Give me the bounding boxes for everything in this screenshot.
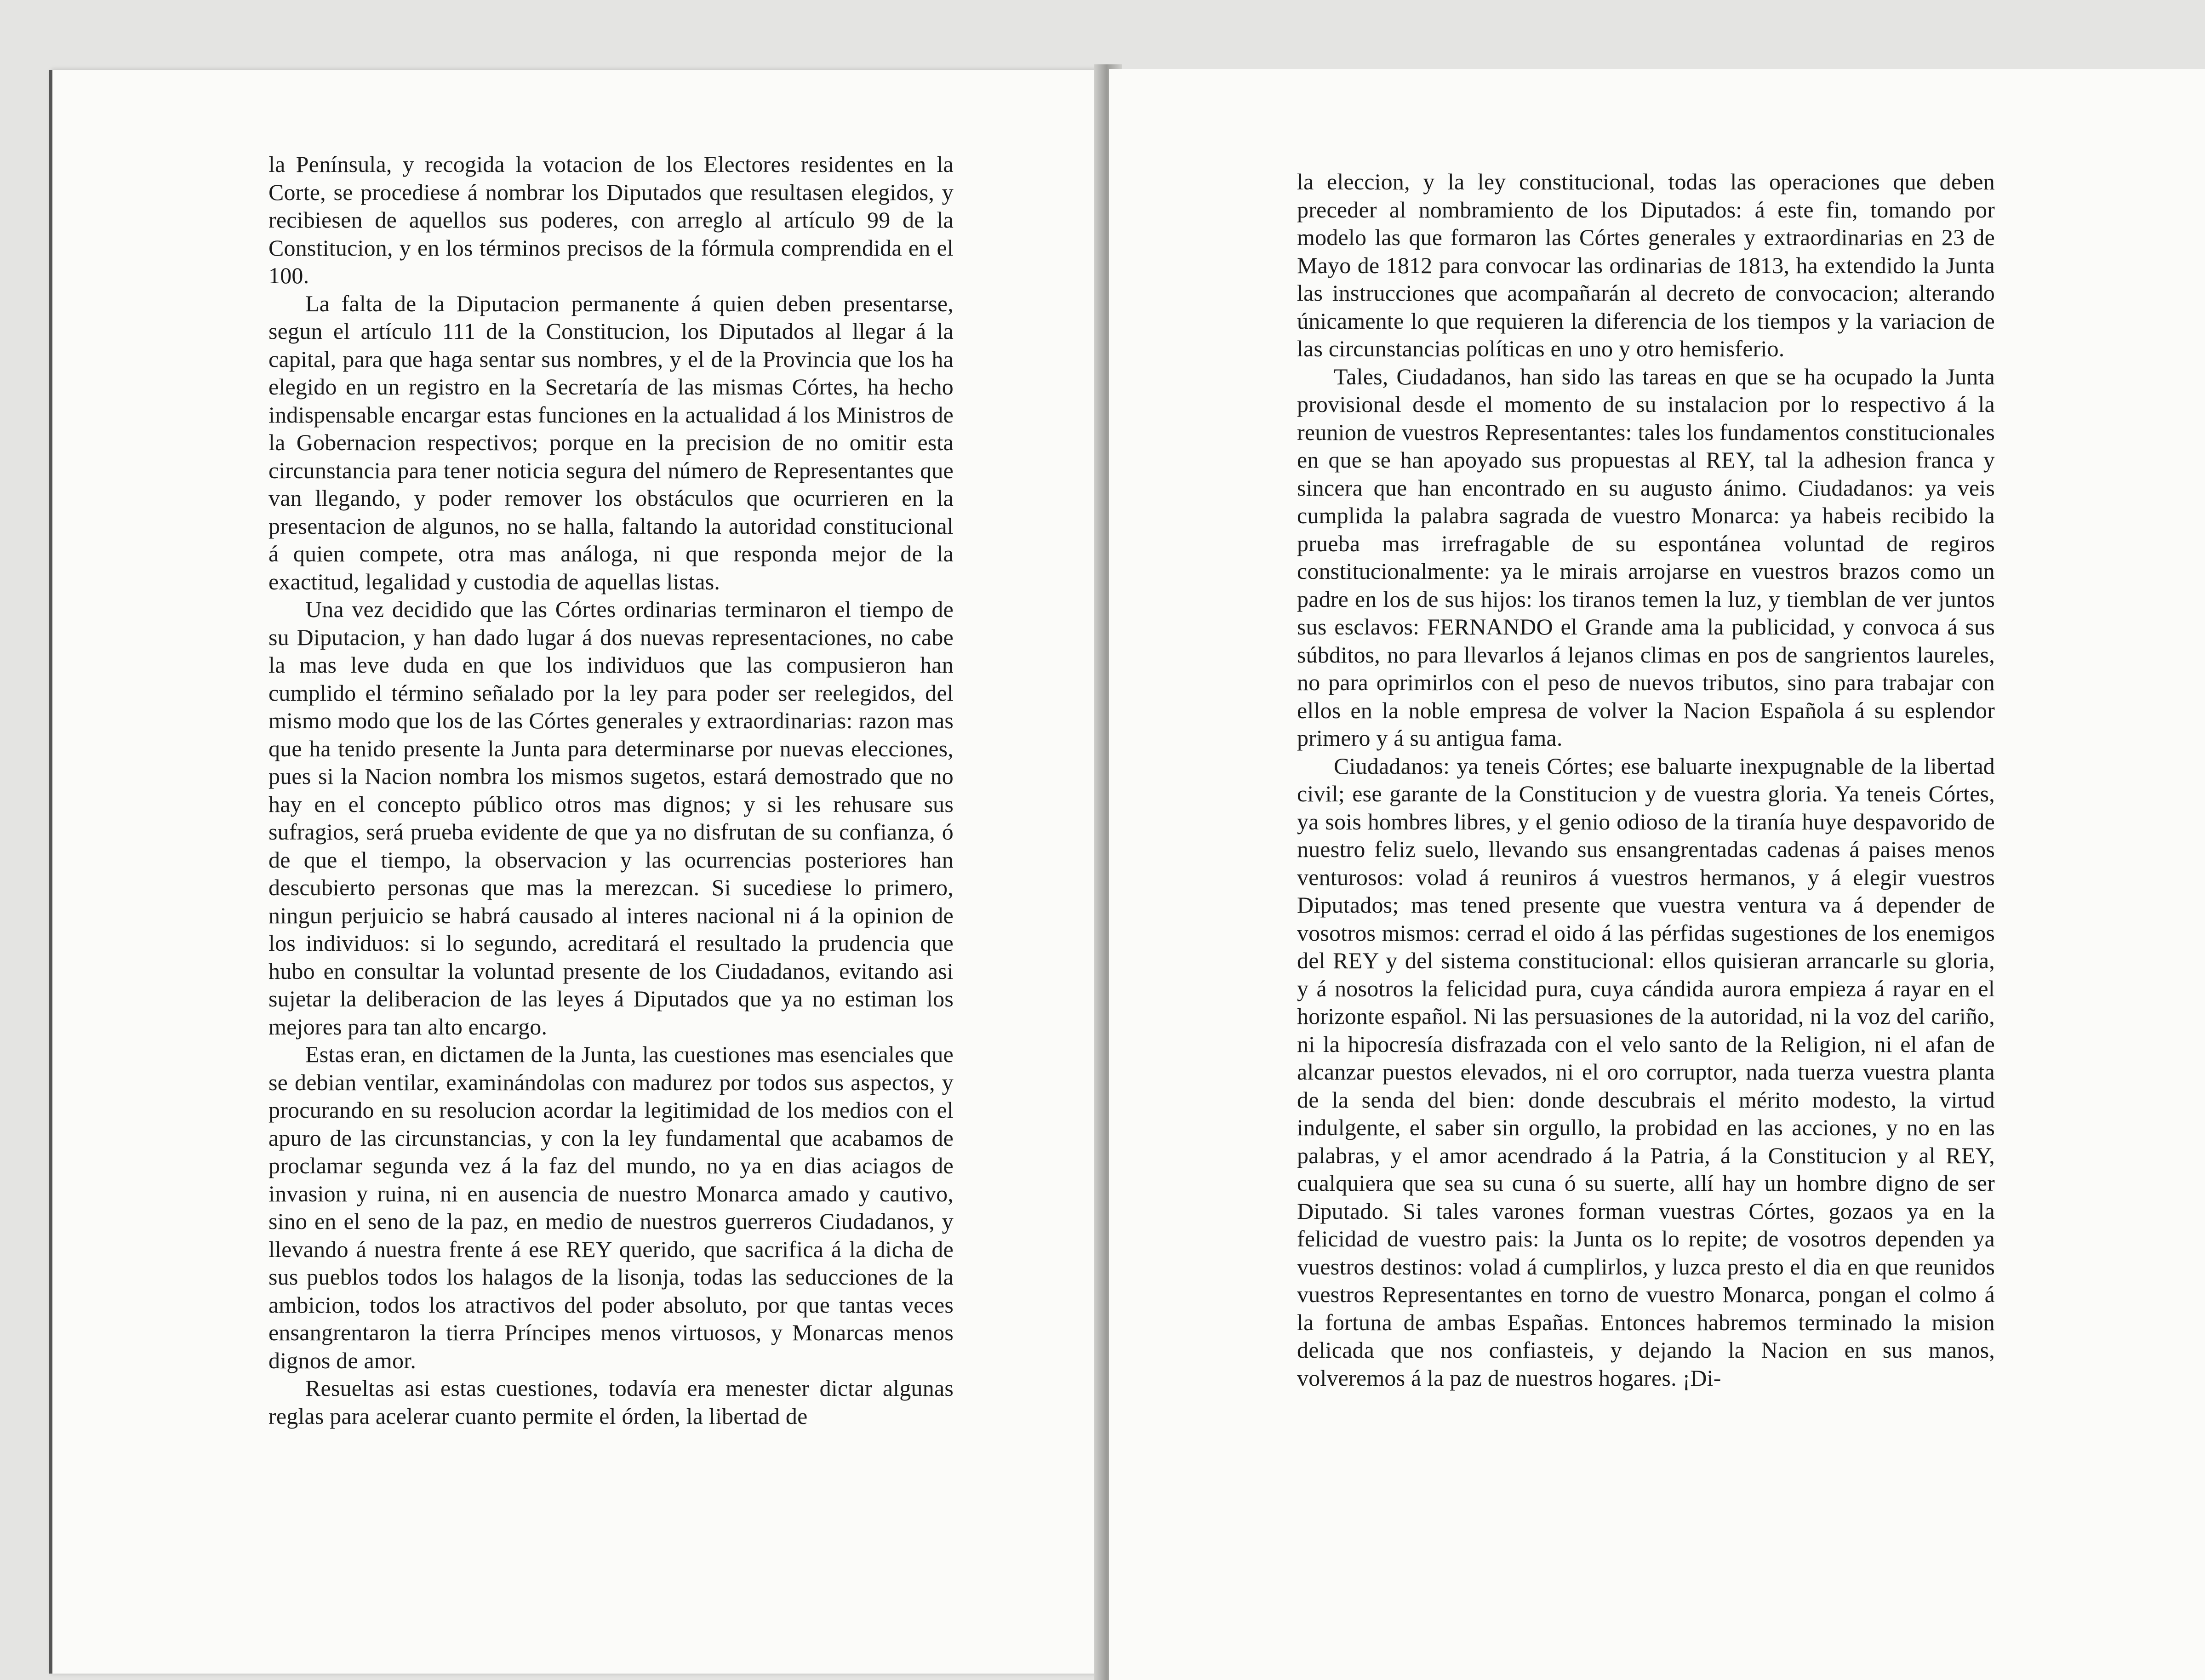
right-page — [1109, 69, 2205, 1680]
paragraph: la Península, y recogida la votacion de los Electores residentes en la Corte, se procediese á nombrar los Diputados que resultasen elegidos, y recibiesen de aquellos sus poderes, con arreglo al artículo 99 de la Constitucion, y en los términos precisos de la fórmula comprendida en el 100. — [268, 151, 954, 288]
paragraph: Una vez decidido que las Córtes ordinarias terminaron el tiempo de su Diputacion, y han dado lugar á dos nuevas representaciones, no cabe la mas leve duda en que los individuos que las compusieron han cumplido el término señalado por la ley para poder ser reelegidos, del mismo modo que los de las Córtes generales y extraordinarias: razon mas que ha tenido presente la Junta para determinarse por nuevas elecciones, pues si la Nacion nombra los mismos sugetos, estará demostrado que no hay en el concepto público otros mas dignos; y si les rehusare sus sufragios, será prueba evidente de que ya no disfrutan de su confianza, ó de que el tiempo, la observacion y las ocurrencias posteriores han descubierto personas que mas la merezcan. Si sucediese lo primero, ningun perjuicio se habrá causado al interes nacional ni á la opinion de los individuos: si lo segundo, acreditará el resultado la prudencia que hubo en consultar la voluntad presente de los Ciudadanos, evitando asi sujetar la deliberacion de las leyes á Diputados que ya no estiman los mejores para tan alto encargo. — [268, 596, 954, 1040]
paragraph: Estas eran, en dictamen de la Junta, las cuestiones mas esenciales que se debian ventilar, examinándolas con madurez por todos sus aspectos, y procurando en su resolucion acordar la legitimidad de los medios con el apuro de las circunstancias, y con la ley fundamental que acabamos de proclamar segunda vez á la faz del mundo, no ya en dias aciagos de invasion y ruina, ni en ausencia de nuestro Monarca amado y cautivo, sino en el seno de la paz, en medio de nuestros guerreros Ciudadanos, y llevando á nuestra frente á ese REY querido, que sacrifica á la dicha de sus pueblos todos los halagos de la lisonja, todas las seducciones de la ambicion, todos los atractivos del poder absoluto, por que tantas veces ensangrentaron la tierra Príncipes menos virtuosos, y Monarcas menos dignos de amor. — [268, 1041, 954, 1373]
paragraph: Resueltas asi estas cuestiones, todavía era menester dictar algunas reglas para acelerar cuanto permite el órden, la libertad de — [268, 1375, 954, 1429]
paragraph: la eleccion, y la ley constitucional, todas las operaciones que deben preceder al nombramiento de los Diputados: á este fin, tomando por modelo las que formaron las Córtes generales y extraordinarias en 23 de Mayo de 1812 para convocar las ordinarias de 1813, ha extendido la Junta las instrucciones que acompañarán al decreto de convocacion; alterando únicamente lo que requieren la diferencia de los tiempos y la variacion de las circunstancias políticas en uno y otro hemisferio. — [1297, 169, 1995, 361]
paragraph: La falta de la Diputacion permanente á quien deben presentarse, segun el artículo 111 de la Constitucion, los Diputados al llegar á la capital, para que haga sentar sus nombres, y el de la Provincia que los ha elegido en un registro en la Secretaría de las mismas Córtes, ha hecho indispensable encargar estas funciones en la actualidad á los Ministros de la Gobernacion respectivos; porque en la precision de no omitir esta circunstancia para tener noticia segura del número de Representantes que van llegando, y poder remover los obstáculos que ocurrieren en la presentacion de algunos, no se halla, faltando la autoridad constitucional á quien compete, otra mas análoga, ni que responda mejor de la exactitud, legalidad y custodia de aquellas listas. — [268, 290, 954, 594]
paragraph: Tales, Ciudadanos, han sido las tareas en que se ha ocupado la Junta provisional desde el momento de su instalacion por lo respectivo á la reunion de vuestros Representantes: tales los fundamentos constitucionales en que se han apoyado sus propuestas al REY, tal la adhesion franca y sincera que han encontrado en su augusto ánimo. Ciudadanos: ya veis cumplida la palabra sagrada de vuestro Monarca: ya habeis recibido la prueba mas irrefragable de su espontánea voluntad de regiros constitucionalmente: ya le mirais arrojarse en vuestros brazos como un padre en los de sus hijos: los tiranos temen la luz, y tiemblan de ver juntos sus esclavos: FERNANDO el Grande ama la publicidad, y convoca á sus súbditos, no para llevarlos á lejanos climas en pos de sangrientos laureles, no para oprimirlos con el peso de nuevos tributos, sino para trabajar con ellos en la noble empresa de volver la Nacion Española á su esplendor primero y á su antigua fama. — [1297, 363, 1995, 751]
left-page — [49, 70, 1106, 1674]
paragraph: Ciudadanos: ya teneis Córtes; ese baluarte inexpugnable de la libertad civil; ese garante de la Constitucion y de vuestra gloria. Ya teneis Córtes, ya sois hombres libres, y el genio odioso de la tiranía huye despavorido de nuestro feliz suelo, llevando sus ensangrentadas cadenas á paises menos venturosos: volad á reuniros á vuestros hermanos, y á elegir vuestros Diputados; mas tened presente que vuestra ventura va á depender de vosotros mismos: cerrad el oido á las pérfidas sugestiones de los enemigos del REY y del sistema constitucional: ellos quisieran arrancarle su gloria, y á nosotros la felicidad pura, cuya cándida aurora empieza á rayar en el horizonte español. Ni las persuasiones de la autoridad, ni la voz del cariño, ni la hipocresía disfrazada con el velo santo de la Religion, ni el afan de alcanzar puestos elevados, ni el oro corruptor, nada tuerza vuestra planta de la senda del bien: donde descubrais el mérito modesto, la virtud indulgente, el saber sin orgullo, la probidad en las acciones, y no en las palabras, y el amor acendrado á la Patria, á la Constitucion y al REY, cualquiera que sea su cuna ó su suerte, allí hay un hombre digno de ser Diputado. Si tales varones forman vuestras Córtes, gozaos ya en la felicidad de vuestro pais: la Junta os lo repite; de vosotros dependen ya vuestros destinos: volad á cumplirlos, y luzca presto el dia en que reunidos vuestros Representantes en torno de vuestro Monarca, pongan el colmo á la fortuna de ambas Españas. Entonces habremos terminado la mision delicada que nos confiasteis, y dejando la Nacion en sus manos, volveremos á la paz de nuestros hogares. ¡Di- — [1297, 753, 1995, 1391]
left-page-text — [268, 150, 954, 1430]
right-page-text — [1297, 168, 1995, 1392]
